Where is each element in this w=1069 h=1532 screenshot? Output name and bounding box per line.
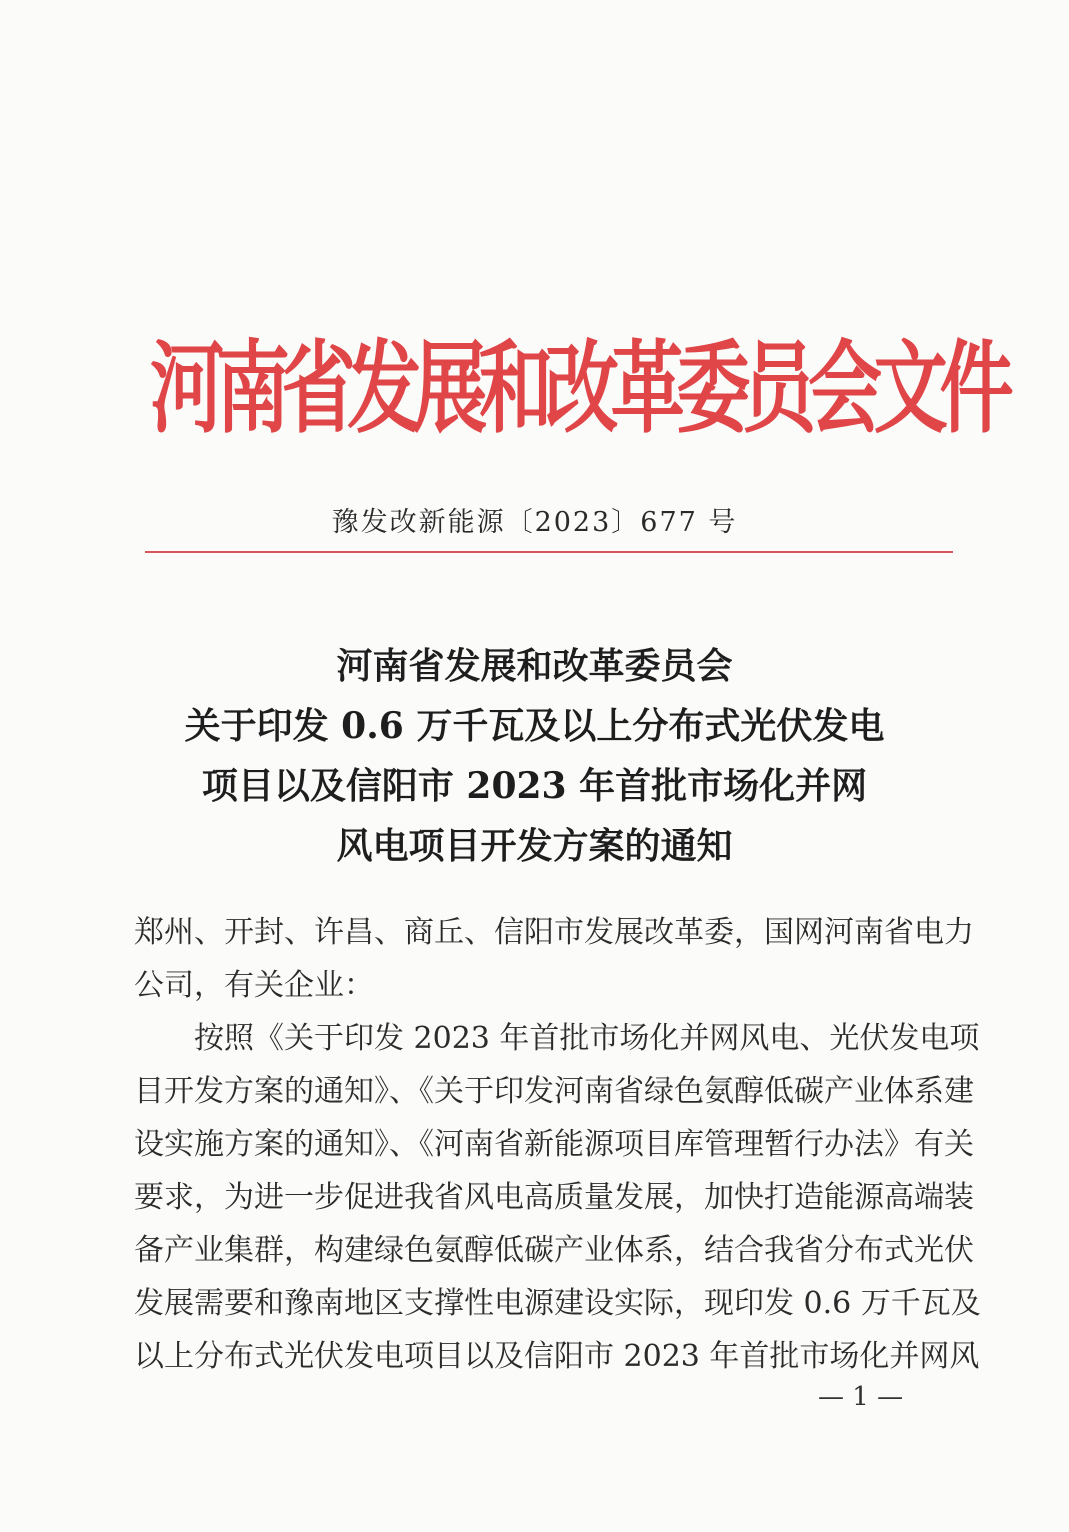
issuer-banner: [150, 296, 1014, 465]
title-line: 项目以及信阳市 2023 年首批市场化并网: [201, 765, 868, 807]
paragraph-line: 目开发方案的通知》、《关于印发河南省绿色氨醇低碳产业体系建: [134, 1074, 974, 1109]
banner-char: 南: [215, 330, 290, 447]
banner-char: 河: [150, 330, 224, 447]
addressee-line: 公司，有关企业：: [134, 968, 374, 1003]
title-line: 河南省发展和改革委员会: [336, 645, 733, 687]
red-divider: [145, 551, 953, 553]
banner-char: 展: [413, 330, 488, 447]
paragraph-line: 设实施方案的通知》、《河南省新能源项目库管理暂行办法》有关: [134, 1127, 974, 1162]
banner-char: 省: [281, 330, 356, 447]
paragraph-line: 按照《关于印发 2023 年首批市场化并网风电、光伏发电项: [194, 1021, 980, 1056]
title-line: 风电项目开发方案的通知: [336, 825, 733, 867]
paragraph-line: 发展需要和豫南地区支撑性电源建设实际，现印发 0.6 万千瓦及: [134, 1286, 981, 1321]
paragraph-line: 要求，为进一步促进我省风电高质量发展，加快打造能源高端装: [134, 1180, 974, 1215]
document-title: [0, 636, 1069, 876]
document-number: 豫发改新能源〔2023〕677 号: [331, 507, 738, 538]
addressee-line: 郑州、开封、许昌、商丘、信阳市发展改革委，国网河南省电力: [134, 915, 974, 950]
banner-char: 会: [807, 330, 882, 447]
banner-char: 革: [610, 330, 685, 447]
banner-char: 委: [676, 330, 751, 447]
paragraph-line: 备产业集群，构建绿色氨醇低碳产业体系，结合我省分布式光伏: [134, 1233, 974, 1268]
banner-char: 改: [544, 330, 619, 447]
document-body: [134, 906, 981, 1383]
title-line: 关于印发 0.6 万千瓦及以上分布式光伏发电: [184, 705, 885, 747]
banner-char: 文: [873, 330, 948, 447]
banner-char: 发: [347, 330, 422, 447]
page-number: — 1 —: [818, 1382, 904, 1412]
banner-char: 件: [939, 330, 1014, 447]
banner-char: 员: [742, 330, 817, 447]
banner-char: 和: [478, 330, 553, 447]
paragraph-line: 以上分布式光伏发电项目以及信阳市 2023 年首批市场化并网风: [134, 1339, 980, 1374]
